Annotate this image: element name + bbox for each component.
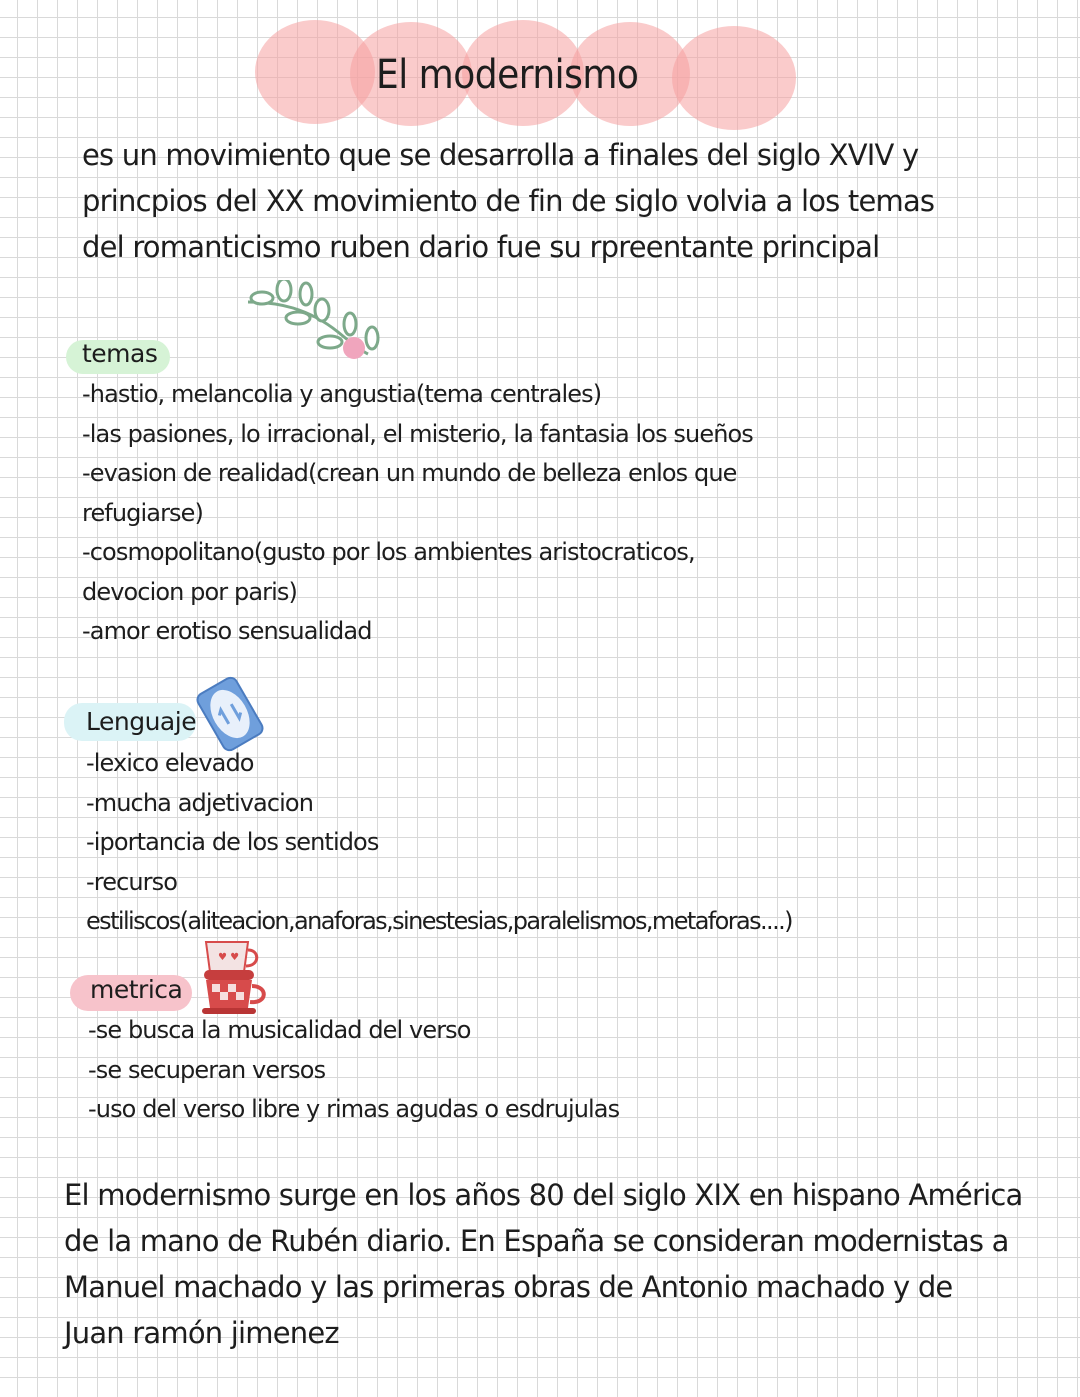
metrica-list [88, 1011, 619, 1130]
temas-list [82, 375, 753, 652]
outro-line: de la mano de Rubén diario. En España se consideran modernistas a [64, 1224, 1009, 1258]
lenguaje-heading: Lenguaje [86, 707, 197, 736]
metrica-heading: metrica [90, 975, 183, 1004]
outro-line: El modernismo surge en los años 80 del siglo XIX en hispano América [64, 1178, 1023, 1212]
intro-paragraph [82, 132, 934, 270]
list-item: -mucha adjetivacion [86, 788, 314, 817]
svg-text:♥ ♥: ♥ ♥ [218, 952, 240, 963]
intro-line: del romanticismo ruben dario fue su rpreentante principal [82, 230, 880, 264]
outro-line: Juan ramón jimenez [64, 1316, 339, 1350]
list-item: -iportancia de los sentidos [86, 828, 379, 856]
list-item: devocion por paris) [82, 577, 297, 606]
list-item: -lexico elevado [86, 749, 254, 777]
intro-line: princpios del XX movimiento de fin de siglo volvia a los temas [82, 184, 935, 218]
list-item: -cosmopolitano(gusto por los ambientes aristocraticos, [82, 538, 695, 566]
intro-line: es un movimiento que se desarrolla a finales del siglo XVIV y [82, 138, 919, 172]
page-title: El modernismo [376, 52, 639, 98]
lenguaje-list [86, 744, 792, 942]
list-item: -amor erotiso sensualidad [82, 617, 372, 645]
list-item: estiliscos(aliteacion,anaforas,sinestesias,paralelismos,metaforas....) [86, 907, 792, 935]
list-item: -recurso [86, 867, 178, 896]
list-item: -las pasiones, lo irracional, el misterio, la fantasia los sueños [82, 419, 753, 448]
list-item: -uso del verso libre y rimas agudas o esdrujulas [88, 1095, 620, 1123]
list-item: -se secuperan versos [88, 1055, 326, 1084]
stacked-cups-icon [198, 936, 274, 1016]
leaf-sprig-icon [238, 280, 388, 364]
list-item: refugiarse) [82, 498, 203, 527]
list-item: -evasion de realidad(crean un mundo de belleza enlos que [82, 459, 737, 487]
list-item: -hastio, melancolia y angustia(tema centrales) [82, 380, 602, 408]
closing-paragraph [64, 1172, 1022, 1356]
temas-heading: temas [82, 339, 158, 368]
outro-line: Manuel machado y las primeras obras de Antonio machado y de [64, 1270, 953, 1304]
list-item: -se busca la musicalidad del verso [88, 1016, 471, 1044]
